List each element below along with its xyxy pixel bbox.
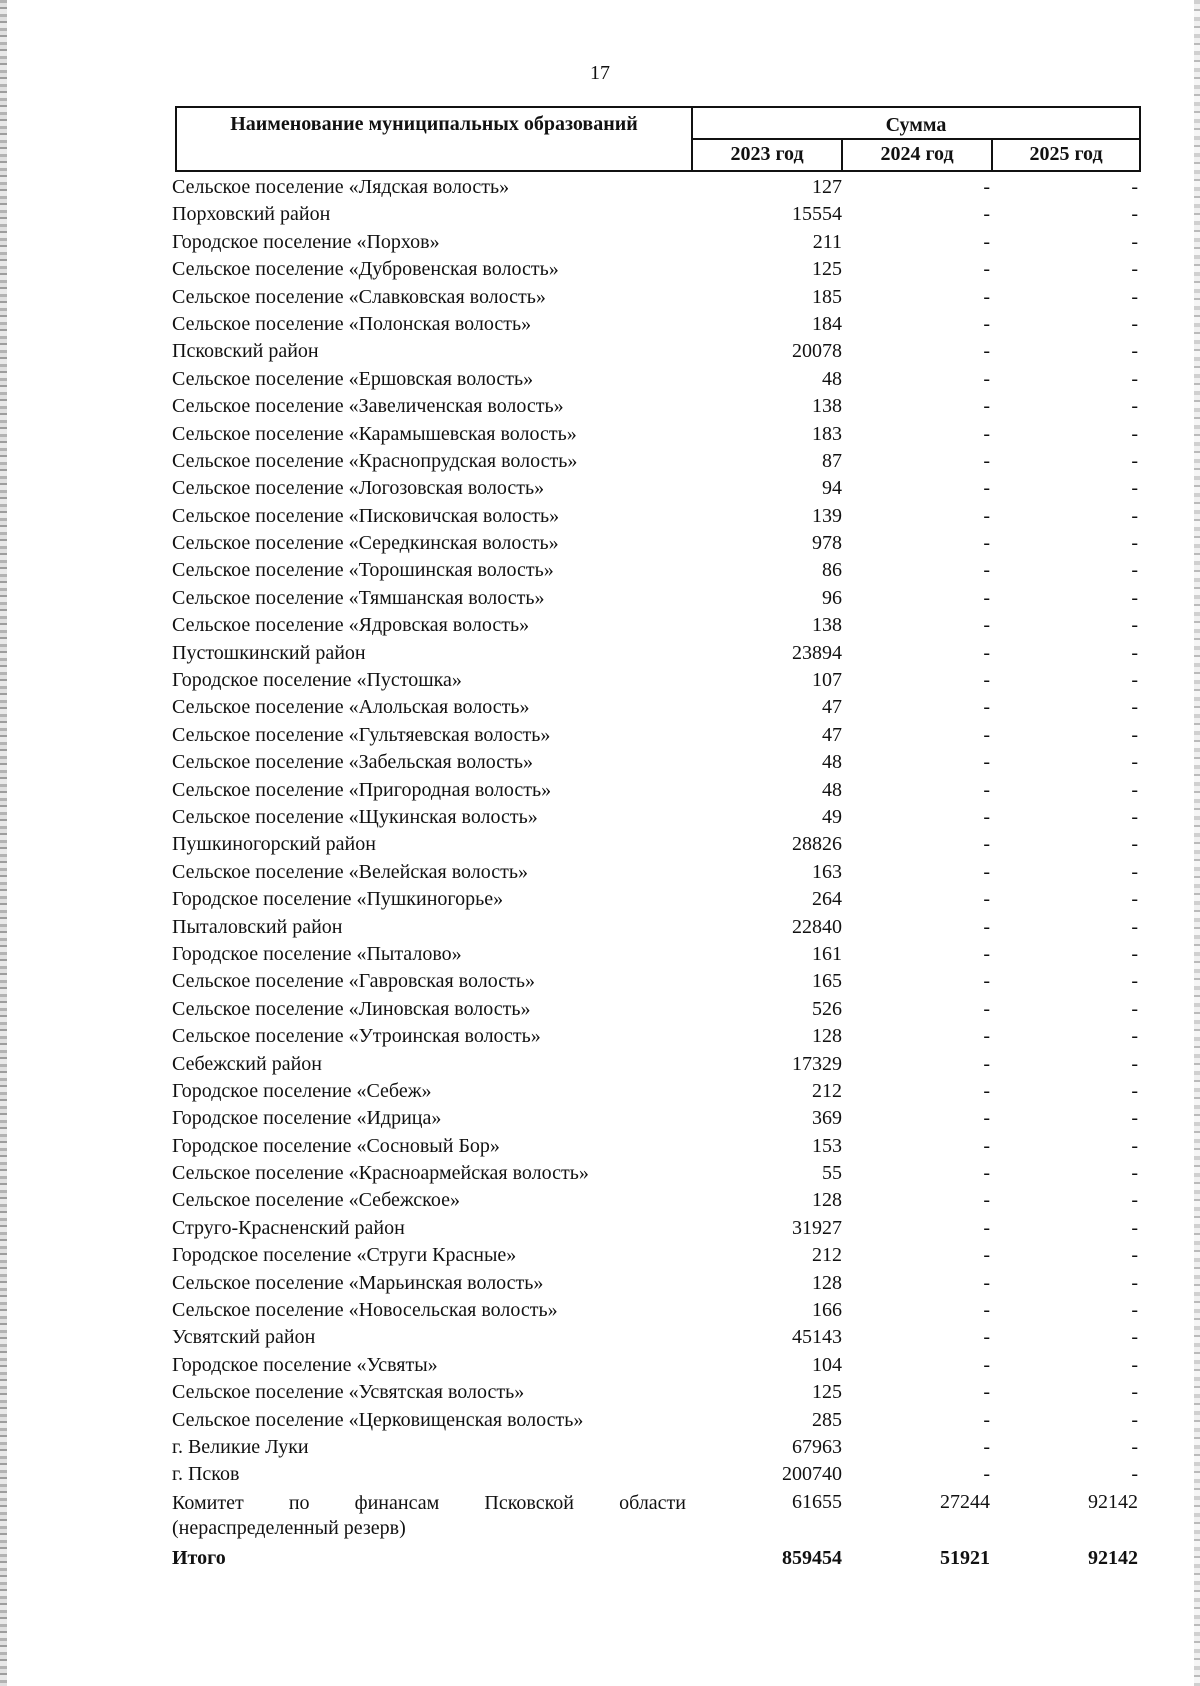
row-value-2023: 47 (822, 696, 842, 719)
table-row (0, 1051, 1200, 1078)
row-name: Сельское поселение «Лядская волость» (172, 176, 510, 198)
row-value-2024: - (983, 860, 990, 883)
row-name: Городское поселение «Пыталово» (172, 942, 462, 965)
table-row (0, 585, 1200, 612)
row-name: Сельское поселение «Велейская волость» (172, 860, 529, 883)
row-value-2024: - (983, 176, 990, 198)
reserve-row-2025: 92142 (1088, 1490, 1138, 1513)
header-year-2023: 2023 год (693, 140, 843, 170)
row-value-2023: 125 (812, 258, 842, 281)
row-value-2023: 94 (822, 477, 842, 500)
row-value-2025: - (1131, 449, 1138, 472)
table-row (0, 1324, 1200, 1351)
row-value-2023: 55 (822, 1162, 842, 1185)
table-row (0, 941, 1200, 968)
row-value-2023: 125 (812, 1381, 842, 1404)
row-value-2024: - (983, 915, 990, 938)
table-row (0, 256, 1200, 283)
row-value-2023: 128 (812, 1025, 842, 1048)
row-value-2023: 138 (812, 395, 842, 418)
row-value-2025: - (1131, 942, 1138, 965)
row-value-2023: 87 (822, 449, 842, 472)
table-row (0, 1461, 1200, 1488)
table-row (0, 557, 1200, 584)
row-value-2025: - (1131, 340, 1138, 363)
row-value-2025: - (1131, 230, 1138, 253)
table-row (0, 366, 1200, 393)
row-name: Городское поселение «Усвяты» (172, 1353, 438, 1376)
table-row (0, 640, 1200, 667)
table-row (0, 804, 1200, 831)
row-name: Сельское поселение «Середкинская волость» (172, 532, 559, 555)
row-value-2025: - (1131, 614, 1138, 637)
table-row (0, 777, 1200, 804)
table-row (0, 1023, 1200, 1050)
row-value-2023: 166 (812, 1299, 842, 1322)
row-name: Сельское поселение «Гавровская волость» (172, 970, 535, 993)
row-name: Сельское поселение «Марьинская волость» (172, 1271, 544, 1294)
row-value-2025: - (1131, 778, 1138, 801)
row-name: Порховский район (172, 203, 331, 226)
row-value-2023: 28826 (792, 833, 842, 856)
row-name: Городское поселение «Идрица» (172, 1107, 442, 1130)
row-value-2023: 48 (822, 367, 842, 390)
row-name: Сельское поселение «Утроинская волость» (172, 1025, 541, 1048)
row-value-2025: - (1131, 1025, 1138, 1048)
row-value-2024: - (983, 367, 990, 390)
row-value-2024: - (983, 1052, 990, 1075)
row-value-2025: - (1131, 915, 1138, 938)
row-value-2025: - (1131, 860, 1138, 883)
row-name: г. Псков (172, 1463, 240, 1486)
table-row (0, 612, 1200, 639)
row-value-2025: - (1131, 751, 1138, 774)
row-value-2025: - (1131, 258, 1138, 281)
row-value-2025: - (1131, 1353, 1138, 1376)
row-value-2023: 161 (812, 942, 842, 965)
row-value-2025: - (1131, 833, 1138, 856)
row-value-2023: 67963 (792, 1435, 842, 1458)
row-value-2023: 978 (812, 532, 842, 555)
table-row (0, 886, 1200, 913)
row-value-2025: - (1131, 669, 1138, 692)
row-name: Сельское поселение «Ядровская волость» (172, 614, 530, 637)
row-value-2024: - (983, 1353, 990, 1376)
row-value-2025: - (1131, 1052, 1138, 1075)
row-value-2024: - (983, 696, 990, 719)
table-row (0, 749, 1200, 776)
table-row (0, 1133, 1200, 1160)
row-value-2023: 15554 (792, 203, 842, 226)
header-name-column: Наименование муниципальных образований (177, 108, 693, 170)
total-row (0, 1545, 1200, 1573)
row-value-2024: - (983, 559, 990, 582)
row-value-2023: 200740 (782, 1463, 842, 1486)
row-name: Сельское поселение «Церковищенская волость» (172, 1408, 584, 1431)
row-value-2023: 211 (812, 230, 842, 253)
row-value-2025: - (1131, 176, 1138, 198)
row-value-2024: - (983, 970, 990, 993)
row-name: Себежский район (172, 1052, 322, 1075)
row-value-2025: - (1131, 723, 1138, 746)
row-name: Сельское поселение «Новосельская волость» (172, 1299, 558, 1322)
table-row (0, 530, 1200, 557)
row-value-2025: - (1131, 1299, 1138, 1322)
row-value-2025: - (1131, 1162, 1138, 1185)
row-name: Сельское поселение «Завеличенская волость» (172, 395, 564, 418)
row-name: Городское поселение «Сосновый Бор» (172, 1134, 500, 1157)
row-value-2024: - (983, 1435, 990, 1458)
table-row (0, 1407, 1200, 1434)
table-row (0, 503, 1200, 530)
row-name: Струго-Красненский район (172, 1216, 405, 1239)
row-value-2023: 86 (822, 559, 842, 582)
row-name: Сельское поселение «Алольская волость» (172, 696, 530, 719)
row-value-2023: 264 (812, 888, 842, 911)
row-value-2023: 128 (812, 1189, 842, 1212)
row-value-2023: 183 (812, 422, 842, 445)
row-value-2024: - (983, 723, 990, 746)
row-value-2023: 48 (822, 751, 842, 774)
row-value-2023: 17329 (792, 1052, 842, 1075)
row-value-2024: - (983, 888, 990, 911)
row-value-2023: 107 (812, 669, 842, 692)
row-value-2024: - (983, 641, 990, 664)
row-value-2023: 184 (812, 312, 842, 335)
row-value-2025: - (1131, 367, 1138, 390)
row-name: Городское поселение «Пушкиногорье» (172, 888, 504, 911)
row-value-2023: 153 (812, 1134, 842, 1157)
row-value-2025: - (1131, 559, 1138, 582)
row-value-2024: - (983, 1189, 990, 1212)
row-name: Сельское поселение «Тямшанская волость» (172, 586, 545, 609)
row-value-2024: - (983, 285, 990, 308)
row-value-2025: - (1131, 1408, 1138, 1431)
row-value-2025: - (1131, 532, 1138, 555)
row-value-2024: - (983, 1463, 990, 1486)
row-value-2024: - (983, 1216, 990, 1239)
row-name: Сельское поселение «Щукинская волость» (172, 805, 538, 828)
row-value-2025: - (1131, 477, 1138, 500)
row-value-2025: - (1131, 1244, 1138, 1267)
table-row (0, 859, 1200, 886)
row-value-2023: 212 (812, 1244, 842, 1267)
total-row-name: Итого (172, 1546, 226, 1569)
row-value-2023: 96 (822, 586, 842, 609)
row-value-2023: 128 (812, 1271, 842, 1294)
row-value-2025: - (1131, 997, 1138, 1020)
row-value-2024: - (983, 1326, 990, 1349)
row-value-2024: - (983, 614, 990, 637)
row-value-2025: - (1131, 970, 1138, 993)
total-row-2024: 51921 (940, 1546, 990, 1569)
table-row (0, 996, 1200, 1023)
row-value-2024: - (983, 422, 990, 445)
row-value-2023: 127 (812, 176, 842, 198)
table-row (0, 1242, 1200, 1269)
row-value-2024: - (983, 1134, 990, 1157)
row-name: Сельское поселение «Себежское» (172, 1189, 461, 1212)
table-row (0, 475, 1200, 502)
row-value-2024: - (983, 751, 990, 774)
row-value-2023: 104 (812, 1353, 842, 1376)
table-row (0, 421, 1200, 448)
row-value-2024: - (983, 449, 990, 472)
table-row (0, 694, 1200, 721)
row-value-2023: 49 (822, 805, 842, 828)
reserve-row-name-line2: (нераспределенный резерв) (172, 1516, 406, 1539)
row-name: Пустошкинский район (172, 641, 366, 664)
header-year-2024: 2024 год (843, 140, 993, 170)
row-value-2023: 369 (812, 1107, 842, 1130)
table-row (0, 393, 1200, 420)
row-name: Городское поселение «Струги Красные» (172, 1244, 517, 1267)
row-value-2024: - (983, 1408, 990, 1431)
row-value-2024: - (983, 532, 990, 555)
row-value-2024: - (983, 1162, 990, 1185)
row-value-2024: - (983, 997, 990, 1020)
row-name: Сельское поселение «Торошинская волость» (172, 559, 554, 582)
table-row (0, 968, 1200, 995)
row-name: Сельское поселение «Полонская волость» (172, 312, 532, 335)
row-value-2025: - (1131, 641, 1138, 664)
header-year-2025: 2025 год (1029, 143, 1103, 165)
row-value-2024: - (983, 1244, 990, 1267)
reserve-row (0, 1489, 1200, 1545)
row-value-2024: - (983, 942, 990, 965)
row-value-2024: - (983, 340, 990, 363)
row-value-2023: 526 (812, 997, 842, 1020)
table-row (0, 1160, 1200, 1187)
row-value-2023: 45143 (792, 1326, 842, 1349)
header-sum-column: Сумма (693, 108, 1139, 140)
table-row (0, 448, 1200, 475)
row-name: Сельское поселение «Гультяевская волость» (172, 723, 551, 746)
reserve-row-name-line1: Комитет по финансам Псковской области (172, 1491, 686, 1514)
row-value-2024: - (983, 230, 990, 253)
table-body (0, 174, 1200, 1573)
table-row (0, 1187, 1200, 1214)
row-name: Сельское поселение «Дубровенская волость» (172, 258, 559, 281)
row-value-2025: - (1131, 1134, 1138, 1157)
row-value-2024: - (983, 504, 990, 527)
table-row (0, 201, 1200, 228)
row-value-2023: 20078 (792, 340, 842, 363)
reserve-row-2023: 61655 (792, 1490, 842, 1513)
row-name: Сельское поселение «Линовская волость» (172, 997, 531, 1020)
row-value-2025: - (1131, 1216, 1138, 1239)
row-value-2024: - (983, 1271, 990, 1294)
row-name: Городское поселение «Порхов» (172, 230, 440, 253)
row-value-2025: - (1131, 1381, 1138, 1404)
row-value-2023: 22840 (792, 915, 842, 938)
row-value-2025: - (1131, 1326, 1138, 1349)
page-number: 17 (590, 62, 610, 84)
row-value-2025: - (1131, 1435, 1138, 1458)
row-name: Сельское поселение «Пригородная волость» (172, 778, 552, 801)
row-value-2023: 212 (812, 1079, 842, 1102)
row-name: Пушкиногорский район (172, 833, 376, 856)
row-value-2023: 23894 (792, 641, 842, 664)
table-row (0, 174, 1200, 201)
row-value-2024: - (983, 805, 990, 828)
table-row (0, 831, 1200, 858)
row-value-2025: - (1131, 696, 1138, 719)
total-row-2023: 859454 (782, 1546, 842, 1569)
row-value-2025: - (1131, 395, 1138, 418)
table-header (175, 106, 1141, 172)
table-row (0, 1270, 1200, 1297)
row-value-2025: - (1131, 285, 1138, 308)
reserve-row-2024: 27244 (940, 1490, 990, 1513)
table-row (0, 284, 1200, 311)
row-value-2025: - (1131, 805, 1138, 828)
row-value-2023: 48 (822, 778, 842, 801)
row-value-2023: 31927 (792, 1216, 842, 1239)
row-value-2024: - (983, 203, 990, 226)
row-name: Сельское поселение «Карамышевская волость» (172, 422, 577, 445)
row-value-2024: - (983, 1107, 990, 1130)
total-row-2025: 92142 (1088, 1546, 1138, 1569)
row-name: Сельское поселение «Забельская волость» (172, 751, 534, 774)
row-value-2023: 165 (812, 970, 842, 993)
row-name: Псковский район (172, 340, 319, 363)
row-name: Сельское поселение «Славковская волость» (172, 285, 546, 308)
row-value-2025: - (1131, 1107, 1138, 1130)
row-name: Городское поселение «Пустошка» (172, 669, 462, 692)
table-row (0, 1078, 1200, 1105)
row-value-2024: - (983, 312, 990, 335)
table-row (0, 229, 1200, 256)
row-name: Сельское поселение «Краснопрудская волость» (172, 449, 578, 472)
row-value-2024: - (983, 477, 990, 500)
row-name: Городское поселение «Себеж» (172, 1079, 432, 1102)
row-name: Усвятский район (172, 1326, 316, 1349)
row-name: Сельское поселение «Логозовская волость» (172, 477, 545, 500)
table-row (0, 1352, 1200, 1379)
row-value-2023: 47 (822, 723, 842, 746)
reserve-row-name (172, 1491, 686, 1541)
row-value-2024: - (983, 258, 990, 281)
row-value-2024: - (983, 833, 990, 856)
row-value-2025: - (1131, 1189, 1138, 1212)
row-name: Сельское поселение «Писковичская волость» (172, 504, 560, 527)
row-value-2025: - (1131, 422, 1138, 445)
row-value-2023: 139 (812, 504, 842, 527)
row-value-2024: - (983, 1381, 990, 1404)
row-value-2025: - (1131, 888, 1138, 911)
table-row (0, 311, 1200, 338)
row-value-2023: 285 (812, 1408, 842, 1431)
row-name: Сельское поселение «Красноармейская волость» (172, 1162, 589, 1185)
row-value-2023: 185 (812, 285, 842, 308)
table-row (0, 667, 1200, 694)
row-value-2025: - (1131, 1271, 1138, 1294)
row-name: Пыталовский район (172, 915, 343, 938)
table-row (0, 1379, 1200, 1406)
row-value-2024: - (983, 1079, 990, 1102)
row-value-2024: - (983, 586, 990, 609)
row-value-2025: - (1131, 312, 1138, 335)
table-row (0, 1434, 1200, 1461)
table-row (0, 1105, 1200, 1132)
row-value-2025: - (1131, 1079, 1138, 1102)
row-name: г. Великие Луки (172, 1435, 309, 1458)
row-value-2024: - (983, 669, 990, 692)
row-name: Сельское поселение «Усвятская волость» (172, 1381, 525, 1404)
row-value-2024: - (983, 1025, 990, 1048)
table-row (0, 914, 1200, 941)
row-value-2025: - (1131, 203, 1138, 226)
table-row (0, 1297, 1200, 1324)
row-value-2025: - (1131, 504, 1138, 527)
row-value-2024: - (983, 778, 990, 801)
table-row (0, 338, 1200, 365)
row-value-2024: - (983, 395, 990, 418)
table-row (0, 722, 1200, 749)
row-value-2025: - (1131, 1463, 1138, 1486)
row-value-2023: 138 (812, 614, 842, 637)
table-row (0, 1215, 1200, 1242)
row-value-2023: 163 (812, 860, 842, 883)
row-value-2024: - (983, 1299, 990, 1322)
row-value-2025: - (1131, 586, 1138, 609)
row-name: Сельское поселение «Ершовская волость» (172, 367, 534, 390)
